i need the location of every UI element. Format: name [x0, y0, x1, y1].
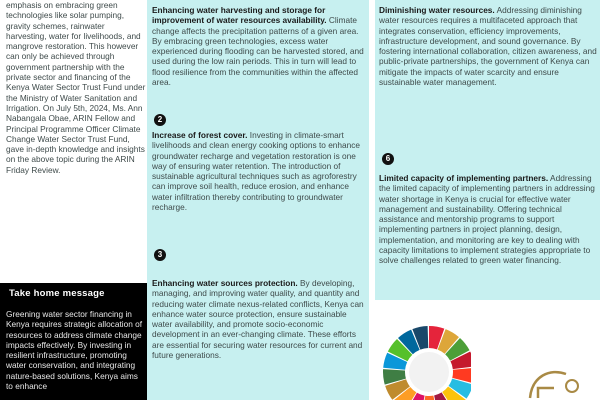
item-5-block — [379, 5, 597, 87]
take-home-body: Greening water sector financing in Kenya requires strategic allocation of resources to address climate change impacts effectively. By investing in resilient infrastructure, promoting water conservation, and integrating nature-based solutions, Kenya aims to enhance — [6, 309, 143, 392]
organization-logo-icon — [520, 362, 590, 400]
take-home-box — [0, 283, 147, 400]
item-1-block — [152, 5, 365, 87]
sdg-wheel-center — [409, 352, 449, 392]
item-5-body: Addressing diminishing water resources requires a multifaceted approach that integrates conservation, efficiency improvements, infrastructure development, and sound governance. By fostering international collaboration, citizen awareness, and public-private partnerships, the government of Kenya can mitigate the impacts of water scarcity and ensure sustainable water management. — [379, 5, 597, 88]
item-2-block — [152, 130, 365, 212]
item-6-block — [379, 173, 597, 266]
item-6-heading: Limited capacity of implementing partners. — [379, 173, 549, 183]
number-badge-6: 6 — [382, 153, 394, 165]
take-home-title: Take home message — [9, 288, 105, 299]
number-badge-3: 3 — [154, 249, 166, 261]
item-1-body: Climate change affects the precipitation patterns of a given area. By embracing green technologies, excess water experienced during flooding can be harvested stored, and used during the low rain periods. This in turn will lead to flood resilience from the communities within the affected area. — [152, 15, 364, 88]
item-6-body: Addressing the limited capacity of implementing partners in addressing water shortage in Kenya is crucial for effective water management and sustainability. Offering technical assistance and mentorship programs to support implementing partners in project planning, design, implementation, and monitoring are key to dealing with capacity limitations to implement strategies appropriate to solve challenges related to green water financing. — [379, 173, 595, 266]
item-5-heading: Diminishing water resources. — [379, 5, 495, 15]
item-3-block — [152, 278, 365, 360]
item-1-heading: Enhancing water harvesting and storage for improvement of water resources availability. — [152, 5, 327, 26]
item-2-body: Investing in climate-smart livelihoods and clean energy cooking options to enhance groundwater recharge and vegetation restoration is one way of ensuring water retention. The introduction of sustainable agricultural techniques such as agroforestry can improve soil health, reduce erosion, and enhance water infiltration thereby contributing to groundwater recharge. — [152, 130, 361, 213]
item-3-body: By developing, managing, and improving water quality, and quantity and reducing water climate nexus-related conflicts, Kenya can enhance water source protection, ensure sustainable water availability, and promote socio-economic development in an ever-changing climate. These efforts are essential for securing water resources for current and future generations. — [152, 278, 364, 361]
intro-paragraph: emphasis on embracing green technologies like solar pumping, gravity schemes, rainwater harvesting, water for livelihoods, and mangrove restoration. This however can only be achieved through government partnership with the private sector and financing of the Kenya Water Sector Trust Fund under the Ministry of Water Sanitation and Irrigation. On July 5th, 2024, Ms. Ann Nabangala Obae, ARIN Fellow and Principal Programme Officer Climate Change Water Sector Trust Fund, gave in-depth knowledge and insights on the above topic during the ARIN Friday Review. — [6, 0, 146, 175]
sdg-wheel-icon — [381, 320, 471, 400]
item-2-heading: Increase of forest cover. — [152, 130, 248, 140]
number-badge-2: 2 — [154, 114, 166, 126]
item-3-heading: Enhancing water sources protection. — [152, 278, 298, 288]
